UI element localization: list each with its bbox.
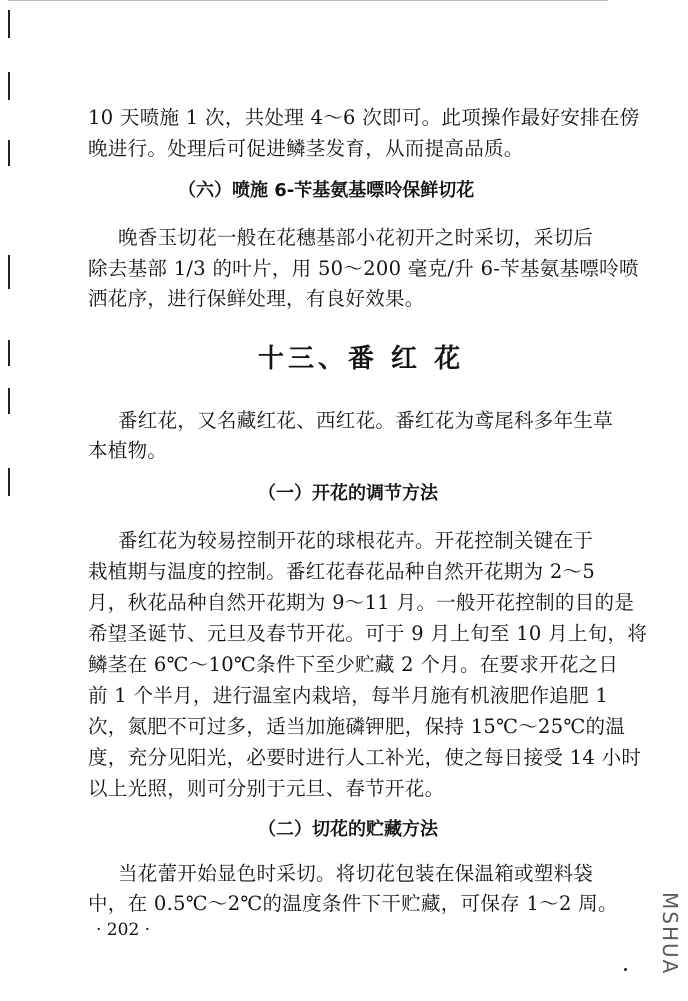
section-heading: （二）切花的贮藏方法 (258, 819, 438, 840)
body-text-line: 希望圣诞节、元旦及春节开花。可于 9 月上旬至 10 月上旬，将 (88, 622, 648, 645)
scan-margin-mark (8, 10, 10, 38)
scan-margin-mark (8, 255, 10, 289)
body-text-line: 月，秋花品种自然开花期为 9～11 月。一般开花控制的目的是 (88, 591, 635, 614)
scan-margin-mark (8, 340, 10, 366)
body-text-line: 中，在 0.5℃～2℃的温度条件下干贮藏，可保存 1～2 周。 (88, 892, 618, 915)
scan-margin-mark (8, 72, 10, 100)
scan-margin-mark (8, 388, 10, 414)
body-text-line: 度，充分见阳光，必要时进行人工补光，使之每日接受 14 小时 (88, 746, 642, 769)
body-text-line: 晚进行。处理后可促进鳞茎发育，从而提高品质。 (88, 137, 524, 160)
scan-margin-mark (8, 140, 10, 166)
body-text-line: 番红花为较易控制开花的球根花卉。开花控制关键在于 (118, 529, 594, 552)
body-text-line: 以上光照，则可分别于元旦、春节开花。 (88, 777, 445, 800)
body-text-line: 当花蕾开始显色时采切。将切花包装在保温箱或塑料袋 (118, 862, 594, 885)
watermark-text: MSHUA (658, 892, 682, 976)
section-heading: （六）喷施 6-苄基氨基嘌呤保鲜切花 (178, 180, 475, 201)
section-heading: （一）开花的调节方法 (258, 483, 438, 504)
chapter-title: 十三、番 红 花 (258, 344, 465, 374)
body-text-line: 栽植期与温度的控制。番红花春花品种自然开花期为 2～5 (88, 560, 596, 583)
body-text-line: 本植物。 (88, 439, 168, 462)
page-number: · 202 · (96, 920, 151, 940)
body-text-line: 前 1 个半月，进行温室内栽培，每半月施有机液肥作追肥 1 (88, 684, 609, 707)
body-text-line: 晚香玉切花一般在花穗基部小花初开之时采切，采切后 (118, 226, 594, 249)
scan-edge-line (8, 0, 608, 1)
body-text-line: 除去基部 1/3 的叶片，用 50～200 毫克/升 6-苄基氨基嘌呤喷 (88, 257, 639, 280)
body-text-line: 鳞茎在 6℃～10℃条件下至少贮藏 2 个月。在要求开花之日 (88, 653, 619, 676)
scan-margin-mark (8, 468, 10, 496)
body-text-line: 洒花序，进行保鲜处理，有良好效果。 (88, 287, 425, 310)
body-text-line: 番红花，又名藏红花、西红花。番红花为鸢尾科多年生草 (118, 409, 614, 432)
body-text-line: 次，氮肥不可过多，适当加施磷钾肥，保持 15℃～25℃的温 (88, 715, 626, 738)
scan-speck (624, 968, 627, 971)
body-text-line: 10 天喷施 1 次，共处理 4～6 次即可。此项操作最好安排在傍 (88, 106, 640, 129)
